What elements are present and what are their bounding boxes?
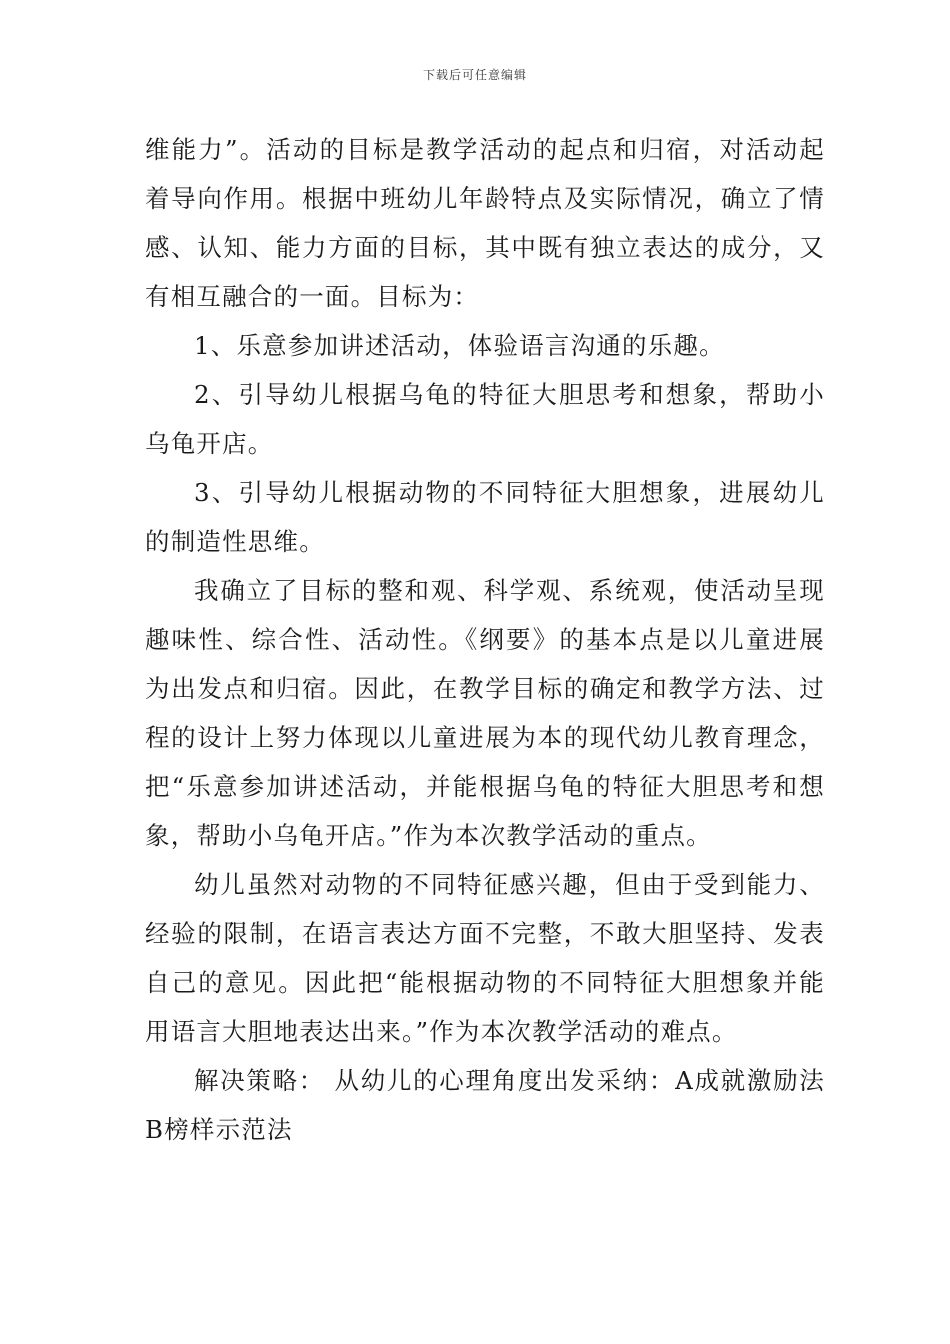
paragraph: 维能力”。活动的目标是教学活动的起点和归宿，对活动起着导向作用。根据中班幼儿年龄特点及实际情况，确立了情感、认知、能力方面的目标，其中既有独立表达的成分，又有相互融合的一面。目标为：	[145, 135, 825, 311]
list-item-goal-1: 1、乐意参加讲述活动，体验语言沟通的乐趣。	[194, 331, 725, 360]
paragraph: 幼儿虽然对动物的不同特征感兴趣，但由于受到能力、经验的限制，在语言表达方面不完整，不敢大胆坚持、发表自己的意见。因此把“能根据动物的不同特征大胆想象并能用语言大胆地表达出来。”作为本次教学活动的难点。	[145, 870, 825, 1046]
list-item-goal-2: 2、引导幼儿根据乌龟的特征大胆思考和想象，帮助小乌龟开店。	[145, 380, 825, 458]
list-item-goal-3: 3、引导幼儿根据动物的不同特征大胆想象，进展幼儿的制造性思维。	[145, 478, 825, 556]
paragraph: 我确立了目标的整和观、科学观、系统观，使活动呈现趣味性、综合性、活动性。《纲要》的基本点是以儿童进展为出发点和归宿。因此，在教学目标的确定和教学方法、过程的设计上努力体现以儿童进展为本的现代幼儿教育理念，把“乐意参加讲述活动，并能根据乌龟的特征大胆思考和想象，帮助小乌龟开店。”作为本次教学活动的重点。	[145, 576, 825, 850]
paragraph: 解决策略： 从幼儿的心理角度出发采纳：A成就激励法 B榜样示范法	[145, 1066, 825, 1144]
document-body	[145, 125, 825, 1154]
page-header: 下载后可任意编辑	[422, 68, 527, 82]
